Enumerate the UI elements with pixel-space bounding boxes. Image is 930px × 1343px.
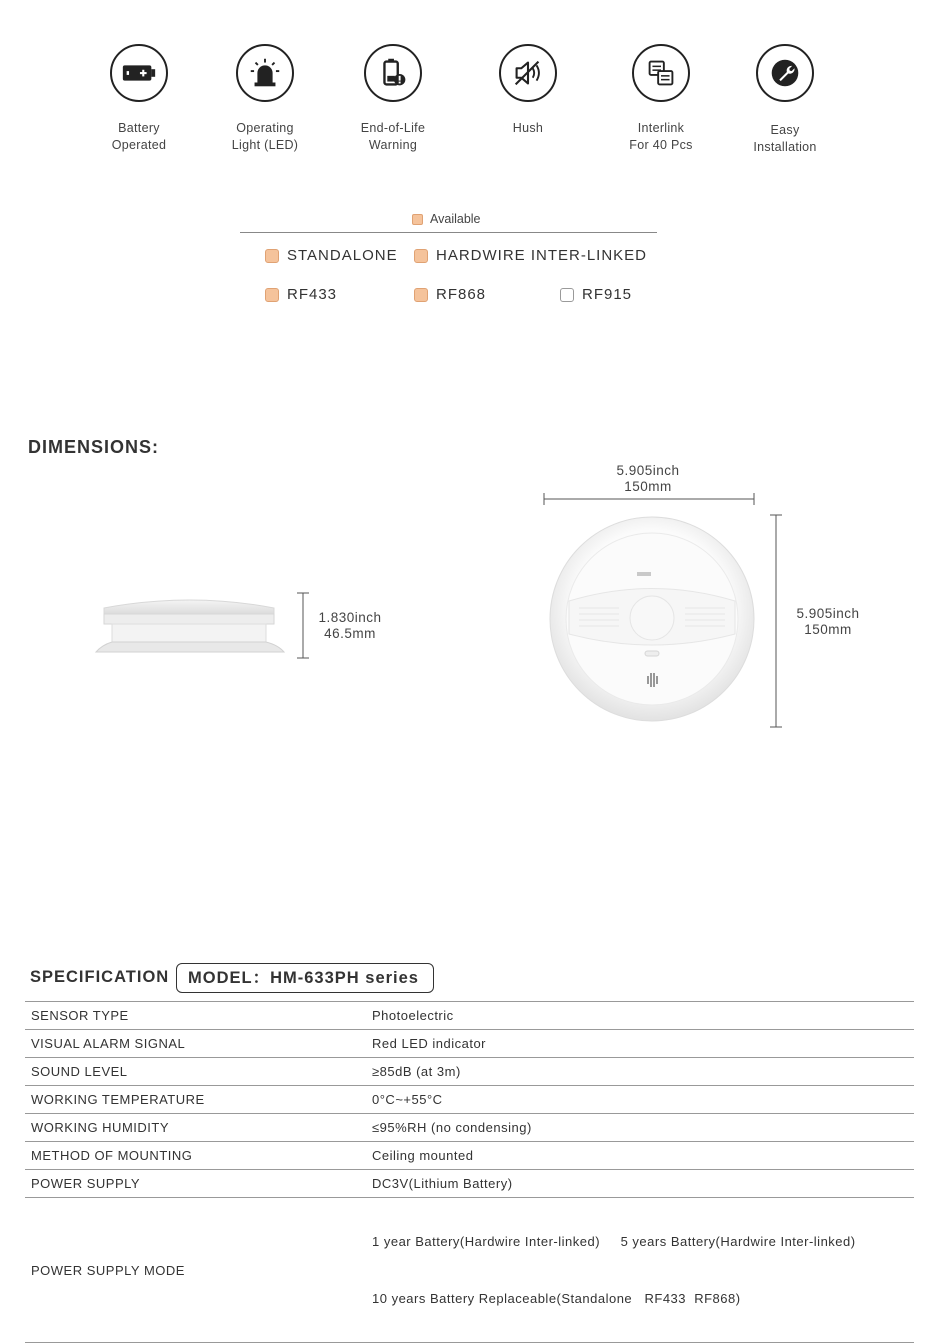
- option-label: HARDWIRE INTER-LINKED: [436, 247, 648, 264]
- mute-icon: [499, 44, 557, 102]
- feature-label: Hush: [512, 121, 544, 135]
- feature-interlink: [601, 44, 721, 154]
- feature-label: End-of-Life Warning: [360, 121, 426, 152]
- alarm-light-icon: [236, 44, 294, 102]
- height-inch: 1.830inch: [318, 610, 382, 625]
- option-label: RF433: [287, 286, 338, 303]
- table-row: [25, 1086, 914, 1114]
- legend-swatch: [412, 214, 423, 225]
- device-top-view: [549, 516, 755, 722]
- option-checkbox: [414, 249, 428, 263]
- dimensions-title: DIMENSIONS:: [28, 437, 160, 457]
- option-rf433: [265, 286, 337, 303]
- spec-value: 0°C~+55°C: [372, 1092, 443, 1107]
- wrench-icon: [756, 44, 814, 102]
- width-dimension-label: [608, 463, 688, 495]
- specification-title: SPECIFICATION: [30, 968, 170, 986]
- spec-value: 1 year Battery(Hardwire Inter-linked) 5 years Battery(Hardwire Inter-linked) 10 years Battery Replaceable(Standalone RF433 RF868): [372, 1234, 856, 1306]
- battery-icon: [110, 44, 168, 102]
- feature-installation: [725, 44, 845, 156]
- table-row: [25, 1002, 914, 1030]
- spec-key: WORKING HUMIDITY: [31, 1120, 169, 1135]
- feature-label: Battery Operated: [111, 121, 167, 152]
- battery-warning-icon: [364, 44, 422, 102]
- spec-value: ≤95%RH (no condensing): [372, 1120, 532, 1135]
- depth-dimension-label: [790, 606, 866, 638]
- option-rf915: [560, 286, 632, 303]
- option-standalone: [265, 247, 398, 264]
- feature-led: [205, 44, 325, 154]
- option-label: STANDALONE: [287, 247, 398, 264]
- option-checkbox: [414, 288, 428, 302]
- spec-key: METHOD OF MOUNTING: [31, 1148, 193, 1163]
- height-dimension-label: [314, 610, 386, 642]
- spec-key: SENSOR TYPE: [31, 1008, 129, 1023]
- spec-key: VISUAL ALARM SIGNAL: [31, 1036, 186, 1051]
- spec-value: ≥85dB (at 3m): [372, 1064, 461, 1079]
- availability-divider: [240, 232, 657, 233]
- feature-battery: [79, 44, 199, 154]
- spec-key: POWER SUPPLY: [31, 1176, 141, 1191]
- width-mm: 150mm: [624, 479, 672, 494]
- spec-value: Ceiling mounted: [372, 1148, 474, 1163]
- width-inch: 5.905inch: [616, 463, 680, 478]
- spec-value: Red LED indicator: [372, 1036, 486, 1051]
- height-dimension-line: [296, 592, 310, 659]
- option-label: RF915: [582, 286, 633, 303]
- spec-key: POWER SUPPLY MODE: [31, 1262, 185, 1278]
- feature-hush: [468, 44, 588, 137]
- option-hardwire: [414, 247, 647, 264]
- table-row: [25, 1058, 914, 1086]
- table-row: [25, 1170, 914, 1198]
- interlink-icon: [632, 44, 690, 102]
- feature-label: Operating Light (LED): [231, 121, 299, 152]
- option-checkbox: [265, 249, 279, 263]
- availability-legend: [412, 212, 481, 226]
- spec-key: SOUND LEVEL: [31, 1064, 128, 1079]
- depth-dimension-line: [769, 514, 783, 728]
- option-rf868: [414, 286, 486, 303]
- option-checkbox: [560, 288, 574, 302]
- feature-label: Easy Installation: [753, 123, 817, 154]
- height-mm: 46.5mm: [324, 626, 376, 641]
- model-badge: MODEL：HM-633PH series: [176, 963, 434, 993]
- spec-value: Photoelectric: [372, 1008, 454, 1023]
- feature-label: Interlink For 40 Pcs: [629, 121, 693, 152]
- spec-key: WORKING TEMPERATURE: [31, 1092, 205, 1107]
- table-row: [25, 1114, 914, 1142]
- depth-inch: 5.905inch: [796, 606, 860, 621]
- table-row: [25, 1198, 914, 1343]
- option-checkbox: [265, 288, 279, 302]
- spec-table: [25, 1001, 914, 1343]
- width-dimension-line: [543, 492, 755, 506]
- legend-label: Available: [430, 212, 481, 226]
- spec-value: DC3V(Lithium Battery): [372, 1176, 513, 1191]
- device-side-view: [90, 590, 290, 660]
- feature-end-of-life: [333, 44, 453, 154]
- table-row: [25, 1030, 914, 1058]
- option-label: RF868: [436, 286, 487, 303]
- table-row: [25, 1142, 914, 1170]
- depth-mm: 150mm: [804, 622, 852, 637]
